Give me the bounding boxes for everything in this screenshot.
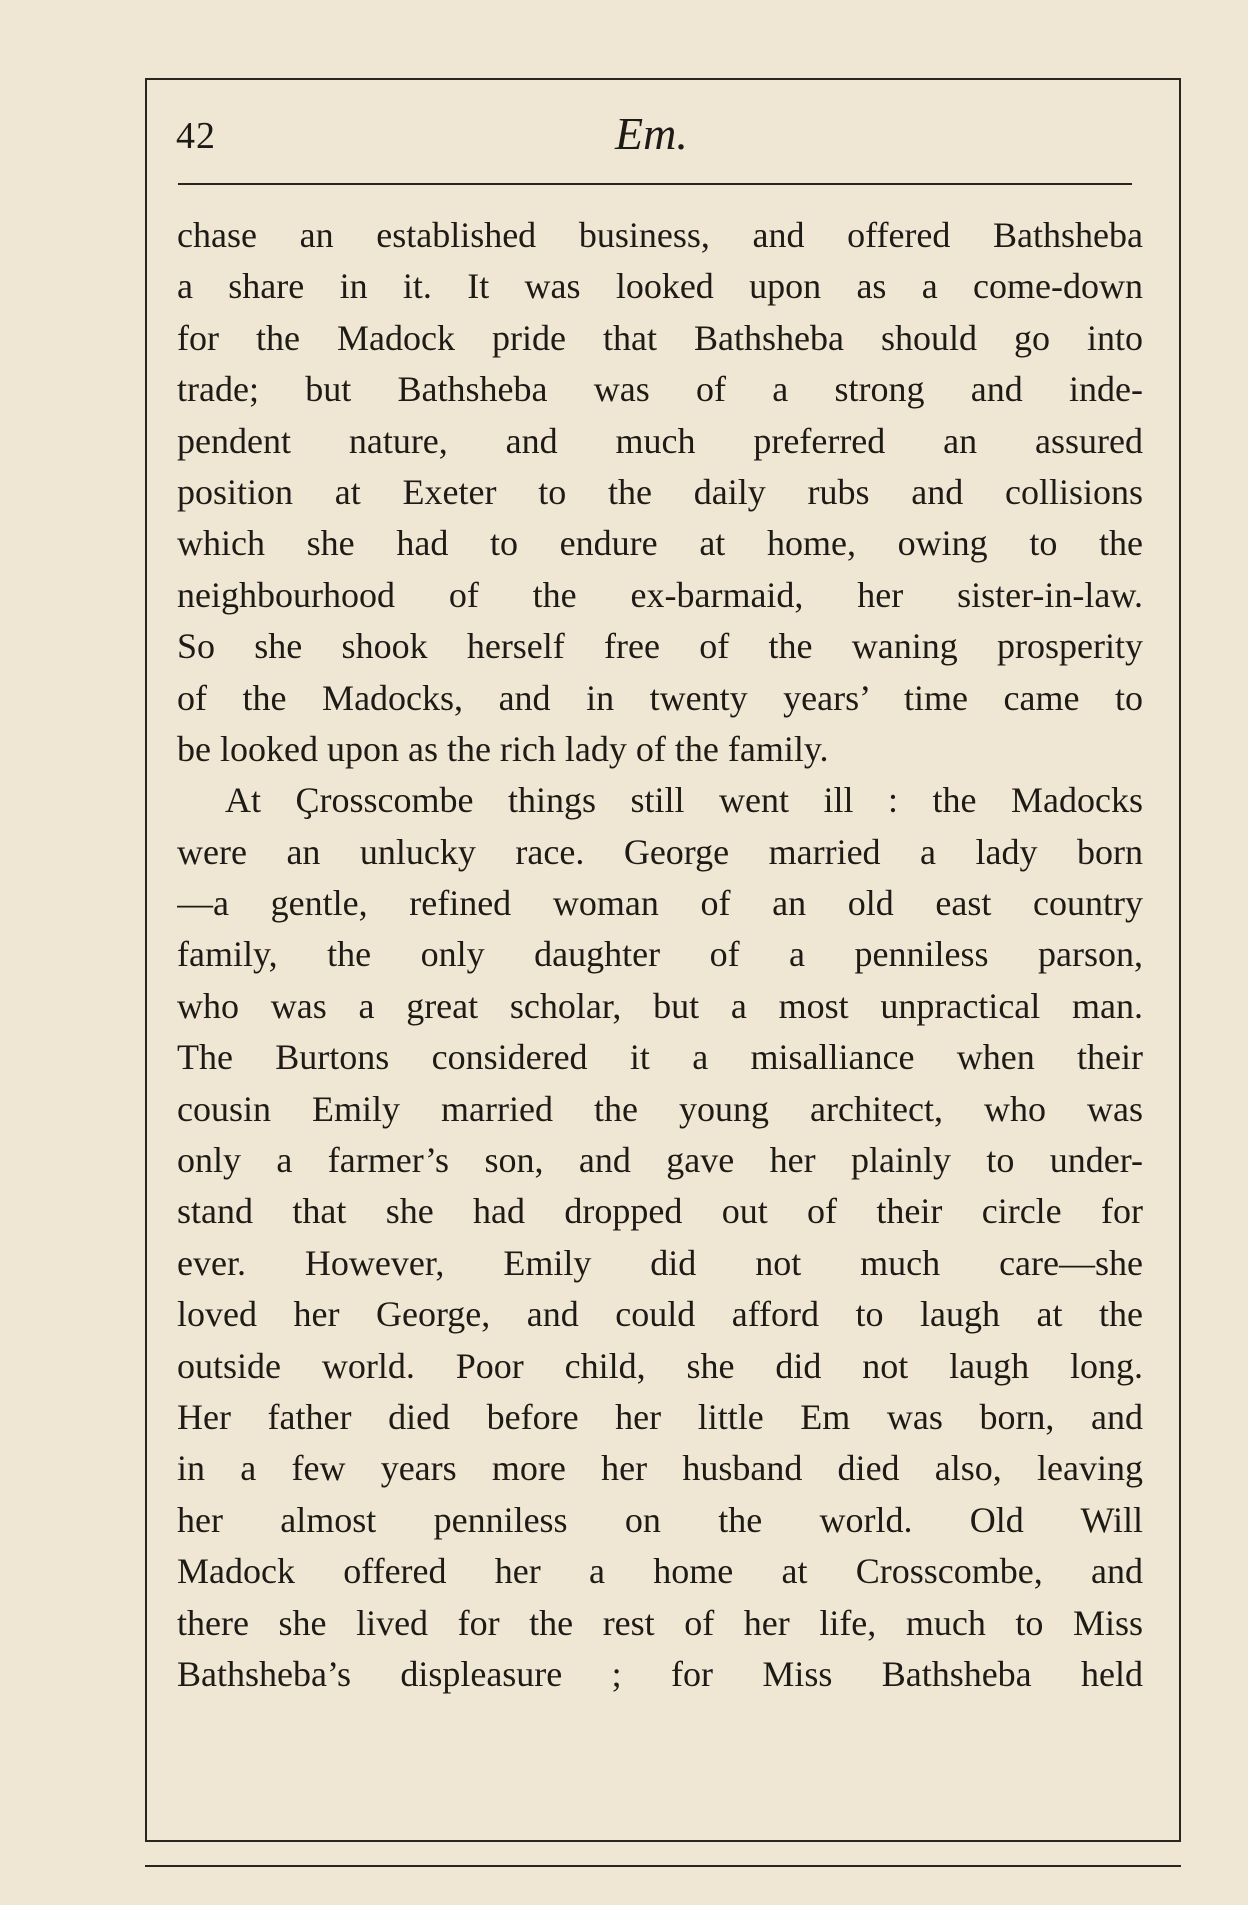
bottom-rule (145, 1865, 1181, 1867)
text-line: a share in it. It was looked upon as a come-down (177, 266, 1143, 307)
running-title: Em. (615, 108, 688, 159)
page-number: 42 (176, 115, 216, 157)
text-line: only a farmer’s son, and gave her plainly to under- (177, 1140, 1143, 1181)
text-line: position at Exeter to the daily rubs and collisions (177, 471, 1143, 512)
text-line: loved her George, and could afford to laugh at the (177, 1294, 1143, 1335)
text-line: At Ҫrosscombe things still went ill : the Madocks (225, 780, 1143, 821)
text-line: So she shook herself free of the waning prosperity (177, 626, 1143, 667)
text-line: family, the only daughter of a penniless parson, (177, 934, 1143, 975)
text-line: The Burtons considered it a misalliance when their (177, 1037, 1143, 1078)
header-rule (178, 183, 1132, 185)
text-line: Madock offered her a home at Crosscombe, and (177, 1551, 1143, 1592)
text-line: cousin Emily married the young architect, who was (177, 1088, 1143, 1129)
body-text (177, 210, 1143, 1700)
text-line: for the Madock pride that Bathsheba should go into (177, 317, 1143, 358)
text-line: in a few years more her husband died also, leaving (177, 1448, 1143, 1489)
text-line: there she lived for the rest of her life, much to Miss (177, 1602, 1143, 1643)
text-line: pendent nature, and much preferred an assured (177, 420, 1143, 461)
text-line: —a gentle, refined woman of an old east country (177, 883, 1143, 924)
text-line: chase an established business, and offered Bathsheba (177, 215, 1143, 255)
text-line: Bathsheba’s displeasure ; for Miss Bathsheba held (177, 1653, 1143, 1694)
text-line: were an unlucky race. George married a lady born (177, 831, 1143, 872)
text-line: be looked upon as the rich lady of the family. (177, 728, 829, 769)
text-line: trade; but Bathsheba was of a strong and inde- (177, 369, 1143, 410)
text-line: stand that she had dropped out of their circle for (177, 1191, 1143, 1232)
text-line: ever. However, Emily did not much care—she (177, 1242, 1143, 1283)
text-line: outside world. Poor child, she did not laugh long. (177, 1345, 1143, 1386)
text-line: of the Madocks, and in twenty years’ time came to (177, 677, 1143, 718)
text-line: Her father died before her little Em was born, and (177, 1396, 1143, 1437)
text-line: which she had to endure at home, owing to the (177, 523, 1143, 564)
text-line: who was a great scholar, but a most unpractical man. (177, 985, 1143, 1026)
text-line: her almost penniless on the world. Old Will (177, 1499, 1143, 1540)
text-line: neighbourhood of the ex-barmaid, her sister-in-law. (177, 574, 1143, 615)
